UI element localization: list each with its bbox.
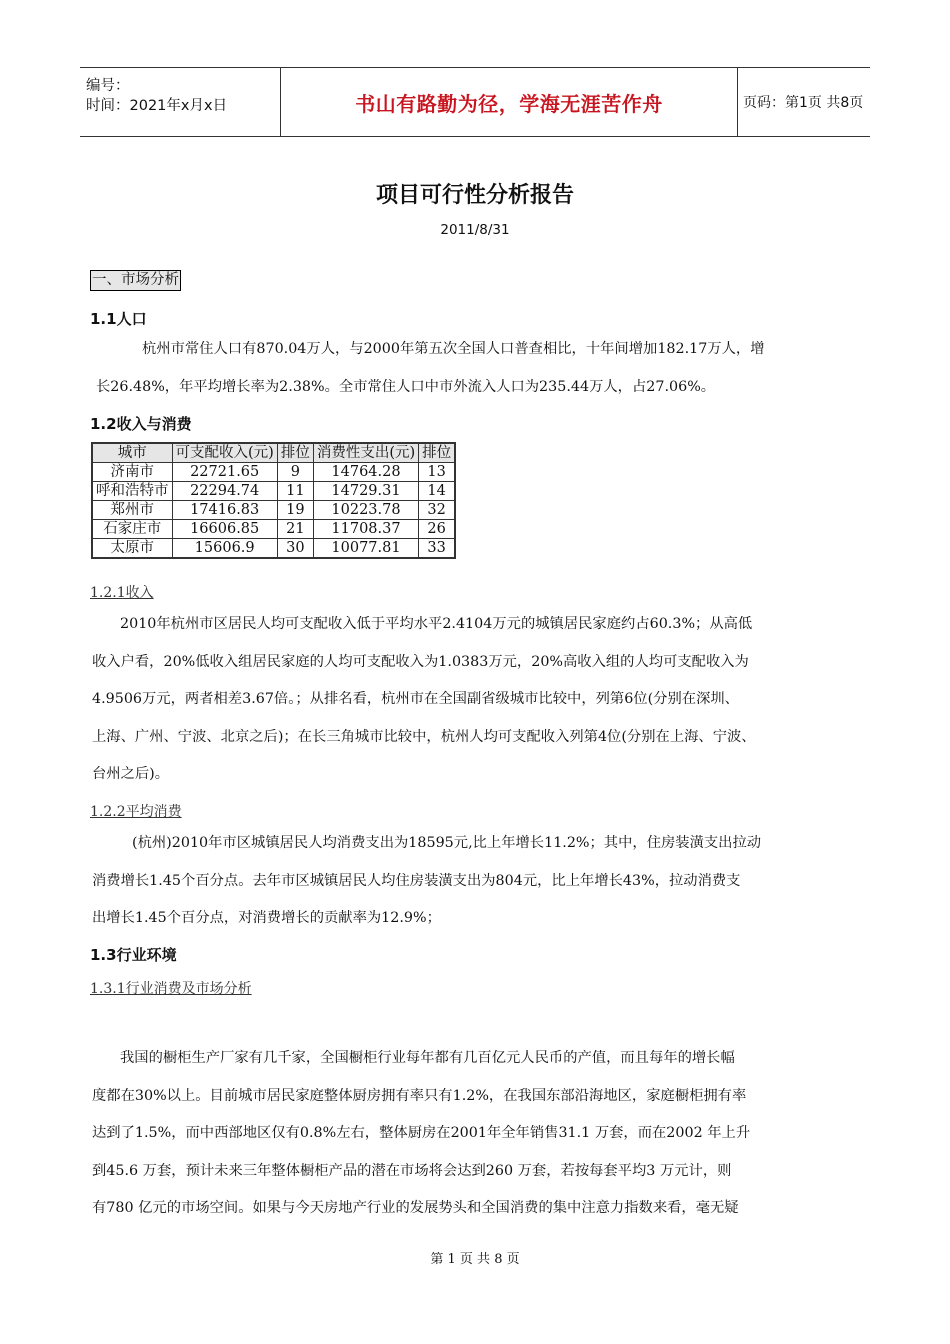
page-number-label: 页码：第1页 共8页 xyxy=(743,95,864,111)
motto: 书山有路勤为径，学海无涯苦作舟 xyxy=(355,91,663,116)
table-cell: 32 xyxy=(419,501,456,520)
page-header xyxy=(80,67,870,137)
table-cell: 22721.65 xyxy=(172,463,277,482)
header-page-cell xyxy=(737,68,870,136)
paragraph-line: 出增长1.45个百分点，对消费增长的贡献率为12.9%； xyxy=(92,910,441,926)
table-cell: 10077.81 xyxy=(313,539,418,559)
time-label: 时间：2021年x月x日 xyxy=(86,98,228,114)
table-cell: 26 xyxy=(419,520,456,539)
table-cell: 11 xyxy=(277,482,313,501)
section-heading-market: 一、市场分析 xyxy=(90,270,181,291)
heading-population: 1.1人口 xyxy=(90,310,147,328)
column-header: 排位 xyxy=(277,443,313,463)
column-header: 消费性支出(元) xyxy=(313,443,418,463)
paragraph-line: 度都在30%以上。目前城市居民家庭整体厨房拥有率只有1.2%，在我国东部沿海地区，家庭橱柜拥有率 xyxy=(92,1087,747,1104)
table-row xyxy=(92,482,455,501)
paragraph-consumption xyxy=(92,825,862,938)
page-footer: 第 1 页 共 8 页 xyxy=(430,1252,520,1267)
table-row xyxy=(92,463,455,482)
document-date: 2011/8/31 xyxy=(440,222,510,238)
paragraph-line: (杭州)2010年市区城镇居民人均消费支出为18595元,比上年增长11.2%；其中，住房装潢支出拉动 xyxy=(132,835,762,851)
paragraph-line: 收入户看，20%低收入组居民家庭的人均可支配收入为1.0383万元，20%高收入组的人均可支配收入为 xyxy=(92,653,749,670)
paragraph-line: 上海、广州、宁波、北京之后)；在长三角城市比较中，杭州人均可支配收入列第4位(分别在上海、宁波、 xyxy=(92,728,756,745)
paragraph-income xyxy=(92,606,862,794)
heading-industry-analysis: 1.3.1行业消费及市场分析 xyxy=(90,981,252,997)
paragraph-line: 2010年杭州市区居民人均可支配收入低于平均水平2.4104万元的城镇居民家庭约占60.3%；从高低 xyxy=(120,616,753,632)
header-motto-cell xyxy=(280,68,738,136)
table-cell: 呼和浩特市 xyxy=(92,482,172,501)
table-cell: 17416.83 xyxy=(172,501,277,520)
paragraph-line: 台州之后)。 xyxy=(92,766,170,782)
table-row xyxy=(92,539,455,559)
document-title: 项目可行性分析报告 xyxy=(375,183,574,208)
paragraph-line: 杭州市常住人口有870.04万人，与2000年第五次全国人口普查相比，十年间增加182.17万人，增 xyxy=(142,341,765,357)
number-label: 编号： xyxy=(86,78,130,94)
table-cell: 郑州市 xyxy=(92,501,172,520)
column-header: 排位 xyxy=(419,443,456,463)
paragraph-line: 消费增长1.45个百分点。去年市区城镇居民人均住房装潢支出为804元，比上年增长43%，拉动消费支 xyxy=(92,872,741,889)
paragraph-population xyxy=(92,331,862,406)
header-info-cell xyxy=(80,68,280,136)
table-cell: 14 xyxy=(419,482,456,501)
table-cell: 14729.31 xyxy=(313,482,418,501)
table-cell: 30 xyxy=(277,539,313,559)
table-row xyxy=(92,520,455,539)
table-cell: 19 xyxy=(277,501,313,520)
column-header: 可支配收入(元) xyxy=(172,443,277,463)
table-cell: 济南市 xyxy=(92,463,172,482)
table-cell: 15606.9 xyxy=(172,539,277,559)
table-cell: 太原市 xyxy=(92,539,172,559)
table-row xyxy=(92,501,455,520)
heading-income-consumption: 1.2收入与消费 xyxy=(90,415,192,433)
paragraph-line: 达到了1.5%，而中西部地区仅有0.8%左右，整体厨房在2001年全年销售31.1 万套，而在2002 年上升 xyxy=(92,1125,751,1141)
column-header: 城市 xyxy=(92,443,172,463)
paragraph-line: 我国的橱柜生产厂家有几千家，全国橱柜行业每年都有几百亿元人民币的产值，而且每年的增长幅 xyxy=(120,1050,735,1066)
paragraph-line: 长26.48%，年平均增长率为2.38%。全市常住人口中市外流入人口为235.44万人，占27.06%。 xyxy=(96,378,716,395)
city-income-table xyxy=(91,442,456,559)
table-cell: 21 xyxy=(277,520,313,539)
paragraph-line: 4.9506万元，两者相差3.67倍。；从排名看，杭州市在全国副省级城市比较中，列第6位(分别在深圳、 xyxy=(92,691,739,707)
table-cell: 16606.85 xyxy=(172,520,277,539)
table-cell: 11708.37 xyxy=(313,520,418,539)
heading-industry: 1.3行业环境 xyxy=(90,946,177,964)
paragraph-industry xyxy=(92,1040,862,1228)
table-cell: 14764.28 xyxy=(313,463,418,482)
table-cell: 10223.78 xyxy=(313,501,418,520)
table-cell: 22294.74 xyxy=(172,482,277,501)
table-header-row xyxy=(92,443,455,463)
paragraph-line: 有780 亿元的市场空间。如果与今天房地产行业的发展势头和全国消费的集中注意力指数来看，毫无疑 xyxy=(92,1200,739,1216)
heading-average-consumption: 1.2.2平均消费 xyxy=(90,804,182,820)
table-cell: 13 xyxy=(419,463,456,482)
table-cell: 9 xyxy=(277,463,313,482)
table-cell: 33 xyxy=(419,539,456,559)
heading-income: 1.2.1收入 xyxy=(90,585,154,601)
paragraph-line: 到45.6 万套，预计未来三年整体橱柜产品的潜在市场将会达到260 万套，若按每套平均3 万元计，则 xyxy=(92,1162,732,1179)
table-cell: 石家庄市 xyxy=(92,520,172,539)
